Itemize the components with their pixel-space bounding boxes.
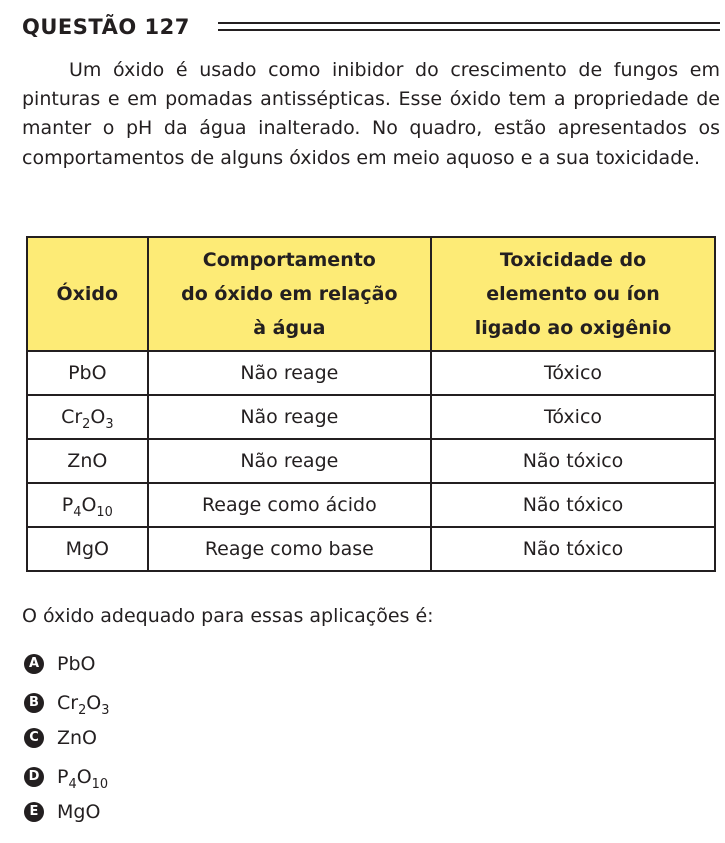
question-title: QUESTÃO 127 xyxy=(22,15,190,39)
table-row xyxy=(27,483,715,527)
table-row xyxy=(27,439,715,483)
table-body xyxy=(27,351,715,571)
option-label: ZnO xyxy=(57,727,98,749)
option-a[interactable] xyxy=(24,651,109,677)
subscript: 10 xyxy=(91,777,109,793)
header-toxicity-line-2: elemento ou íon xyxy=(486,283,660,305)
question-prompt: O óxido adequado para essas aplicações é: xyxy=(22,605,434,627)
cell-oxide: MgO xyxy=(27,527,148,571)
header-toxicity xyxy=(431,237,715,351)
option-letter-badge: C xyxy=(24,728,44,748)
header-behavior-line-3: à água xyxy=(253,317,326,339)
question-paragraph: Um óxido é usado como inibidor do crescimento de fungos em pinturas e em pomadas antissépticas. Esse óxido tem a propriedade de manter o pH da água inalterado. No quadro, estão apresentados os comportamentos de alguns óxidos em meio aquoso e a sua toxicidade. xyxy=(22,59,720,169)
cell-toxicity: Não tóxico xyxy=(431,527,715,571)
subscript: 2 xyxy=(78,703,87,719)
option-letter-badge: D xyxy=(24,767,44,787)
subscript: 2 xyxy=(82,417,91,433)
option-label: $P_4O_{10}$ xyxy=(57,766,109,793)
header-oxide xyxy=(27,237,148,351)
cell-oxide: $Cr_2O_3$ xyxy=(27,395,148,439)
option-e[interactable] xyxy=(24,799,109,825)
subscript: 3 xyxy=(105,417,114,433)
answer-options xyxy=(24,651,109,836)
question-header xyxy=(22,12,722,42)
header-behavior-line-1: Comportamento xyxy=(202,249,376,271)
header-toxicity-line-3: ligado ao oxigênio xyxy=(474,317,672,339)
cell-oxide: ZnO xyxy=(27,439,148,483)
subscript: 10 xyxy=(96,505,113,521)
option-letter-badge: B xyxy=(24,693,44,713)
table-row xyxy=(27,395,715,439)
option-c[interactable] xyxy=(24,725,109,751)
cell-behavior: Reage como base xyxy=(148,527,431,571)
oxide-table xyxy=(26,236,716,572)
header-oxide-line: Óxido xyxy=(56,283,119,305)
option-label: MgO xyxy=(57,801,101,823)
cell-behavior: Não reage xyxy=(148,395,431,439)
cell-behavior: Reage como ácido xyxy=(148,483,431,527)
option-d[interactable] xyxy=(24,762,109,792)
option-letter-badge: E xyxy=(24,802,44,822)
cell-behavior: Não reage xyxy=(148,351,431,395)
cell-behavior: Não reage xyxy=(148,439,431,483)
header-double-rule xyxy=(218,22,720,31)
cell-toxicity: Não tóxico xyxy=(431,483,715,527)
table-row xyxy=(27,351,715,395)
cell-toxicity: Não tóxico xyxy=(431,439,715,483)
header-behavior-line-2: do óxido em relação xyxy=(181,283,398,305)
table-row xyxy=(27,527,715,571)
cell-toxicity: Tóxico xyxy=(431,395,715,439)
option-letter-badge: A xyxy=(24,654,44,674)
subscript: 4 xyxy=(73,505,82,521)
option-label: PbO xyxy=(57,653,96,675)
table-header-row xyxy=(27,237,715,351)
cell-oxide: PbO xyxy=(27,351,148,395)
option-label: $Cr_2O_3$ xyxy=(57,692,110,719)
subscript: 3 xyxy=(101,703,110,719)
header-behavior xyxy=(148,237,431,351)
header-toxicity-line-1: Toxicidade do xyxy=(499,249,647,271)
cell-oxide: $P_4O_{10}$ xyxy=(27,483,148,527)
subscript: 4 xyxy=(68,777,77,793)
cell-toxicity: Tóxico xyxy=(431,351,715,395)
option-b[interactable] xyxy=(24,688,109,718)
